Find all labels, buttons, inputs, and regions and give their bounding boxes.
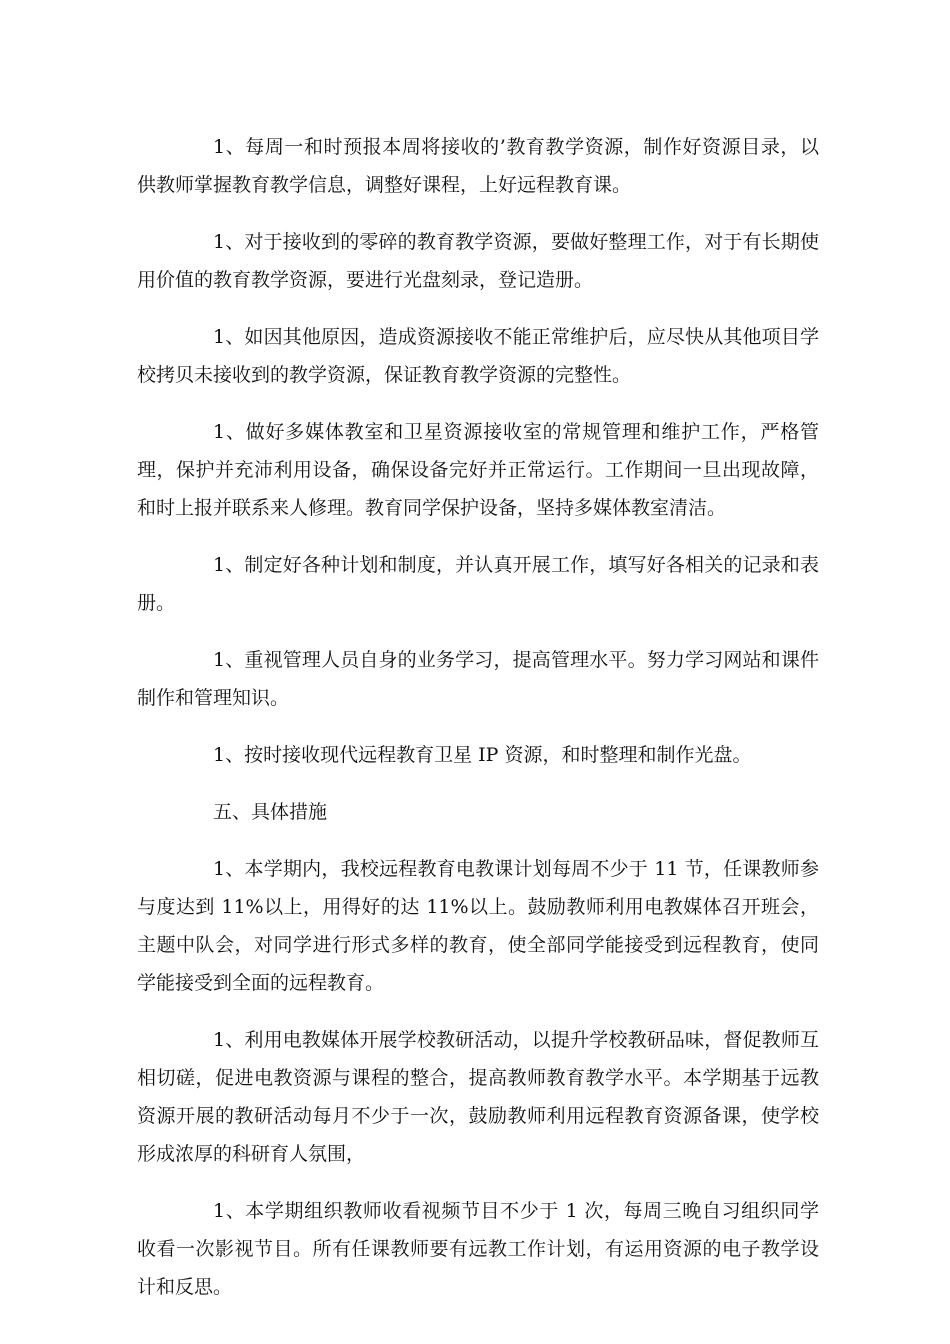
- paragraph: 1、利用电教媒体开展学校教研活动，以提升学校教研品味，督促教师互相切磋，促进电教资源与课程的整合，提高教师教育教学水平。本学期基于远教资源开展的教研活动每月不少于一次，鼓励教师利用远程教育资源备课，使学校形成浓厚的科研育人氛围，: [137, 1029, 819, 1165]
- paragraph: 1、重视管理人员自身的业务学习，提高管理水平。努力学习网站和课件制作和管理知识。: [137, 649, 819, 709]
- document-body: [137, 128, 819, 1325]
- paragraph: 1、本学期组织教师收看视频节目不少于 1 次，每周三晚自习组织同学收看一次影视节目。所有任课教师要有远教工作计划，有运用资源的电子教学设计和反思。: [137, 1200, 819, 1298]
- paragraph: 1、如因其他原因，造成资源接收不能正常维护后，应尽快从其他项目学校拷贝未接收到的教学资源，保证教育教学资源的完整性。: [137, 326, 819, 386]
- paragraph: 1、对于接收到的零碎的教育教学资源，要做好整理工作，对于有长期使用价值的教育教学资源，要进行光盘刻录，登记造册。: [137, 231, 819, 291]
- paragraph: 1、制定好各种计划和制度，并认真开展工作，填写好各相关的记录和表册。: [137, 554, 819, 614]
- paragraph: 1、每周一和时预报本周将接收的’教育教学资源，制作好资源目录，以供教师掌握教育教学信息，调整好课程，上好远程教育课。: [137, 136, 819, 196]
- section-heading: 五、具体措施: [213, 801, 328, 823]
- paragraph: 1、本学期内，我校远程教育电教课计划每周不少于 11 节，任课教师参与度达到 11%以上，用得好的达 11%以上。鼓励教师利用电教媒体召开班会，主题中队会，对同学进行形式多样的教育，使全部同学能接受到远程教育，使同学能接受到全面的远程教育。: [137, 858, 819, 994]
- paragraph: 1、按时接收现代远程教育卫星 IP 资源，和时整理和制作光盘。: [213, 744, 752, 766]
- paragraph: 1、做好多媒体教室和卫星资源接收室的常规管理和维护工作，严格管理，保护并充沛利用设备，确保设备完好并正常运行。工作期间一旦出现故障，和时上报并联系来人修理。教育同学保护设备，坚持多媒体教室清洁。: [137, 421, 819, 519]
